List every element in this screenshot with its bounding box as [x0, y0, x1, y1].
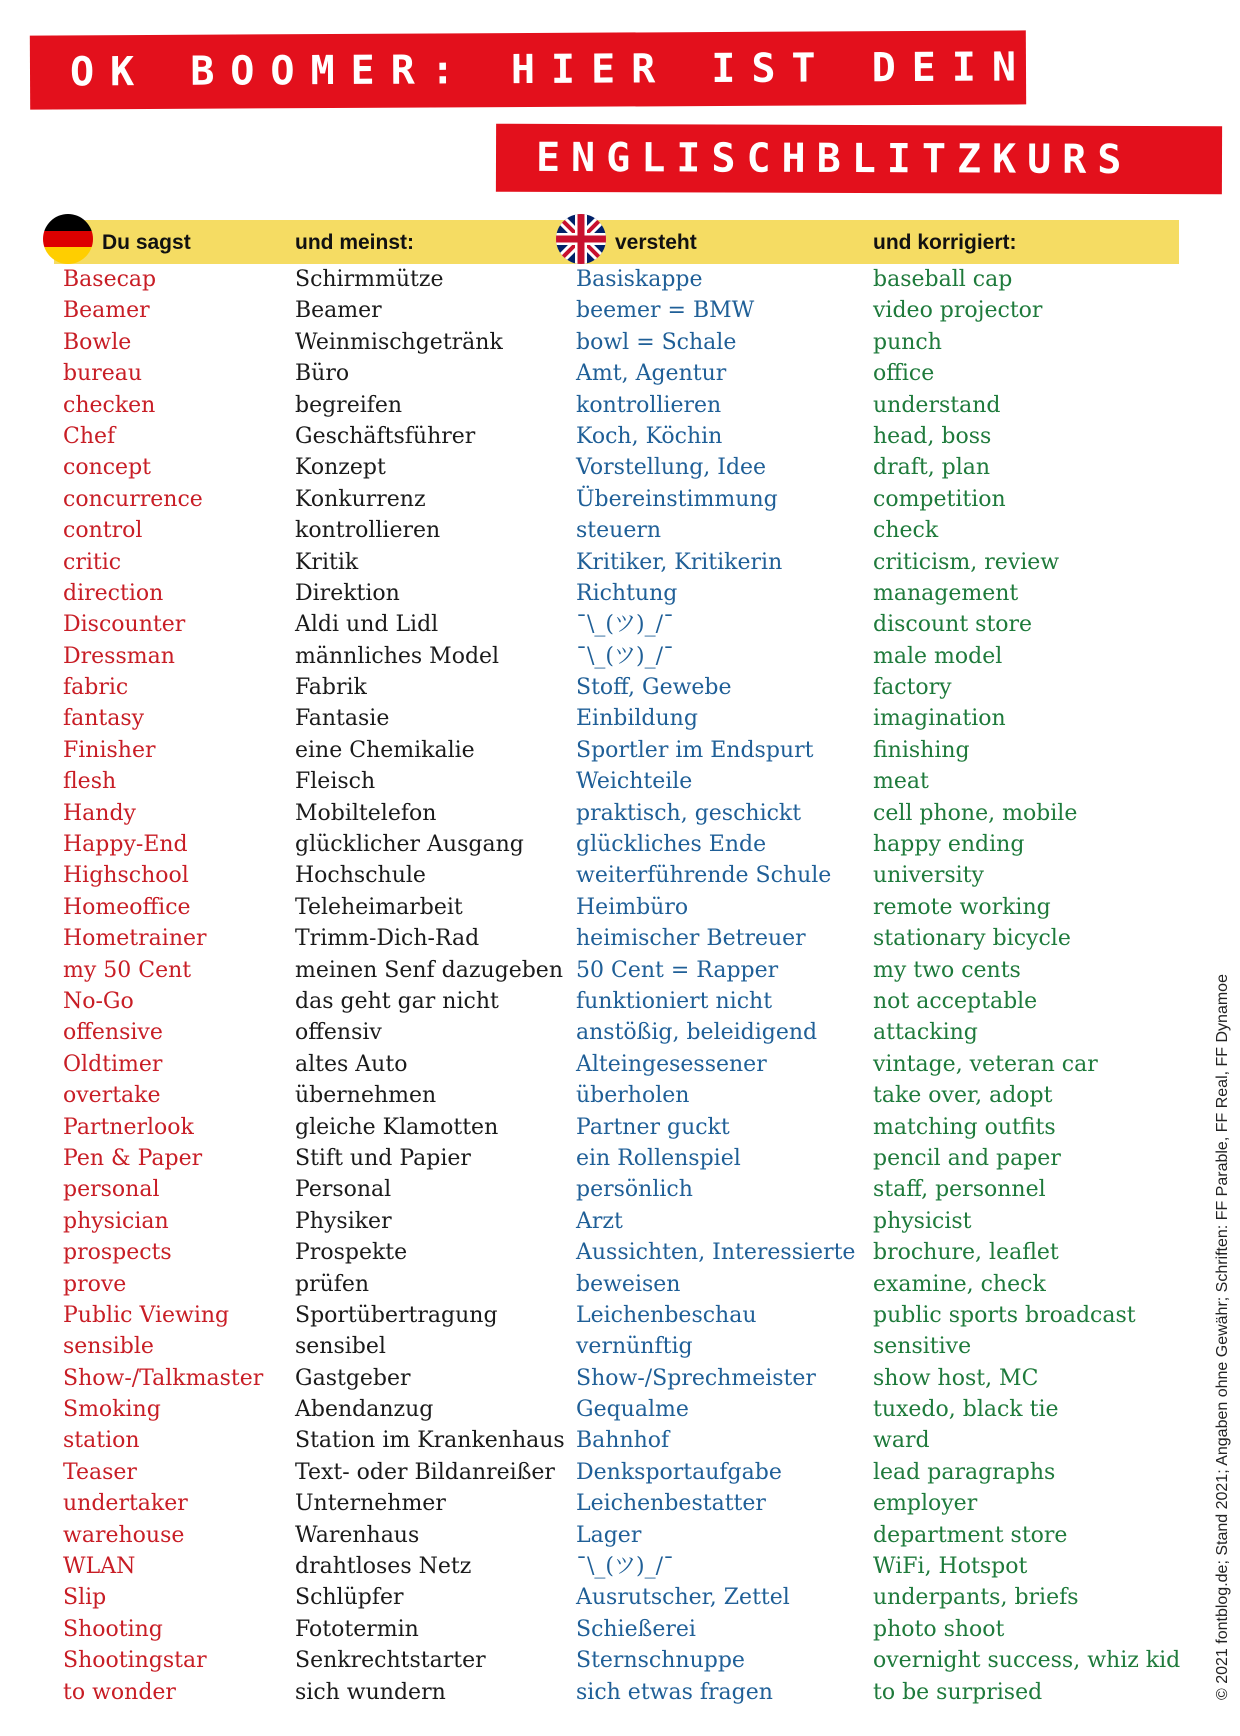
term-und-korrigiert: office	[873, 361, 935, 387]
term-und-meinst: sich wundern	[295, 1679, 446, 1705]
term-und-meinst: altes Auto	[295, 1051, 408, 1077]
term-und-korrigiert: check	[873, 518, 939, 544]
term-und-korrigiert: understand	[873, 392, 1001, 418]
table-row	[0, 672, 1240, 703]
table-row	[0, 766, 1240, 797]
term-und-korrigiert: employer	[873, 1491, 978, 1517]
term-und-meinst: offensiv	[295, 1020, 382, 1046]
term-und-meinst: Geschäftsführer	[295, 423, 476, 449]
term-du-sagst: Pen & Paper	[63, 1145, 203, 1171]
table-row	[0, 1174, 1240, 1205]
term-und-korrigiert: brochure, leaflet	[873, 1240, 1059, 1266]
term-und-korrigiert: tuxedo, black tie	[873, 1397, 1059, 1423]
term-du-sagst: concurrence	[63, 486, 203, 512]
term-versteht: Koch, Köchin	[576, 423, 723, 449]
term-und-meinst: prüfen	[295, 1271, 370, 1297]
table-row	[0, 390, 1240, 421]
term-und-meinst: Weinmischgetränk	[295, 329, 503, 355]
term-du-sagst: Discounter	[63, 612, 186, 638]
term-du-sagst: Finisher	[63, 737, 156, 763]
term-du-sagst: Shooting	[63, 1616, 163, 1642]
term-und-meinst: sensibel	[295, 1334, 386, 1360]
term-du-sagst: flesh	[63, 769, 117, 795]
term-und-meinst: kontrollieren	[295, 518, 441, 544]
table-row	[0, 641, 1240, 672]
term-und-korrigiert: male model	[873, 643, 1003, 669]
term-und-korrigiert: overnight success, whiz kid	[873, 1648, 1181, 1674]
table-row	[0, 1080, 1240, 1111]
term-du-sagst: prospects	[63, 1240, 172, 1266]
title-banner-line-2	[496, 124, 1222, 195]
term-und-korrigiert: head, boss	[873, 423, 992, 449]
table-row	[0, 421, 1240, 452]
term-und-korrigiert: happy ending	[873, 832, 1025, 858]
term-und-korrigiert: university	[873, 863, 984, 889]
table-row	[0, 578, 1240, 609]
term-und-meinst: Fototermin	[295, 1616, 419, 1642]
term-und-korrigiert: matching outfits	[873, 1114, 1056, 1140]
term-du-sagst: Public Viewing	[63, 1302, 230, 1328]
table-row	[0, 1363, 1240, 1394]
term-du-sagst: fantasy	[63, 706, 145, 732]
term-versteht: Lager	[576, 1522, 642, 1548]
title-line-1: OK BOOMER: HIER IST DEIN	[69, 44, 1033, 96]
term-versteht: Basiskappe	[576, 267, 703, 292]
term-und-meinst: Schlüpfer	[295, 1585, 404, 1611]
term-und-korrigiert: cell phone, mobile	[873, 800, 1078, 826]
term-versteht: Arzt	[576, 1208, 623, 1234]
term-und-meinst: gleiche Klamotten	[295, 1114, 499, 1140]
term-und-meinst: Gastgeber	[295, 1365, 411, 1391]
term-versteht: Stoff, Gewebe	[576, 675, 732, 701]
term-versteht: Übereinstimmung	[576, 486, 778, 512]
term-versteht: kontrollieren	[576, 392, 722, 418]
term-versteht: ¯\_(ツ)_/¯	[576, 643, 674, 669]
term-versteht: glückliches Ende	[576, 832, 767, 858]
term-und-korrigiert: management	[873, 580, 1019, 606]
term-du-sagst: bureau	[63, 361, 143, 387]
term-und-korrigiert: examine, check	[873, 1271, 1046, 1297]
term-du-sagst: checken	[63, 392, 156, 418]
table-row	[0, 1394, 1240, 1425]
table-row	[0, 1677, 1240, 1708]
term-und-korrigiert: ward	[873, 1428, 930, 1454]
term-du-sagst: sensible	[63, 1334, 154, 1360]
term-versteht: Ausrutscher, Zettel	[576, 1585, 790, 1611]
table-row	[0, 609, 1240, 640]
term-versteht: ¯\_(ツ)_/¯	[576, 1554, 674, 1580]
term-und-meinst: eine Chemikalie	[295, 737, 475, 763]
term-und-meinst: glücklicher Ausgang	[295, 832, 524, 858]
table-row	[0, 1112, 1240, 1143]
term-versteht: Richtung	[576, 580, 678, 606]
term-du-sagst: Show-/Talkmaster	[63, 1365, 264, 1391]
copyright-credit: © 2021 fontblog.de; Stand 2021; Angaben ohne Gewähr; Schriften: FF Parable, FF Real, FF Dynamoe	[1214, 974, 1231, 1700]
table-row	[0, 892, 1240, 923]
term-versteht: Einbildung	[576, 706, 698, 732]
term-und-meinst: Konzept	[295, 455, 386, 481]
term-und-meinst: das geht gar nicht	[295, 988, 499, 1014]
table-row	[0, 703, 1240, 734]
term-du-sagst: concept	[63, 455, 151, 481]
table-row	[0, 1645, 1240, 1676]
term-du-sagst: WLAN	[63, 1554, 136, 1580]
term-du-sagst: to wonder	[63, 1679, 176, 1705]
term-und-korrigiert: criticism, review	[873, 549, 1060, 575]
term-und-meinst: Büro	[295, 361, 350, 387]
table-row	[0, 484, 1240, 515]
term-du-sagst: Smoking	[63, 1397, 161, 1423]
term-du-sagst: Chef	[63, 423, 116, 449]
term-und-meinst: Physiker	[295, 1208, 392, 1234]
term-du-sagst: Teaser	[63, 1459, 137, 1485]
table-row	[0, 860, 1240, 891]
term-und-meinst: Direktion	[295, 580, 400, 606]
term-und-korrigiert: WiFi, Hotspot	[873, 1554, 1028, 1580]
title-line-2: ENGLISCHBLITZKURS	[535, 134, 1133, 183]
term-du-sagst: control	[63, 518, 143, 544]
header-und-korrigiert: und korrigiert:	[873, 231, 1017, 254]
term-und-korrigiert: to be surprised	[873, 1679, 1043, 1705]
term-und-korrigiert: pencil and paper	[873, 1145, 1061, 1171]
term-und-meinst: Fabrik	[295, 675, 367, 701]
term-du-sagst: Handy	[63, 800, 136, 826]
term-du-sagst: undertaker	[63, 1491, 188, 1517]
term-und-korrigiert: show host, MC	[873, 1365, 1039, 1391]
term-und-meinst: Aldi und Lidl	[295, 612, 439, 638]
term-versteht: Amt, Agentur	[576, 361, 727, 387]
term-versteht: bowl = Schale	[576, 329, 737, 355]
table-row	[0, 829, 1240, 860]
term-versteht: Leichenbeschau	[576, 1302, 757, 1328]
term-und-meinst: begreifen	[295, 392, 403, 418]
term-und-korrigiert: video projector	[873, 298, 1043, 324]
table-row	[0, 1017, 1240, 1048]
term-und-korrigiert: photo shoot	[873, 1616, 1005, 1642]
table-row	[0, 1457, 1240, 1488]
header-du-sagst: Du sagst	[102, 231, 191, 254]
term-und-meinst: Unternehmer	[295, 1491, 446, 1517]
term-du-sagst: Slip	[63, 1585, 107, 1611]
term-und-korrigiert: baseball cap	[873, 267, 1013, 292]
term-und-meinst: Warenhaus	[295, 1522, 420, 1548]
term-und-korrigiert: competition	[873, 486, 1006, 512]
term-du-sagst: physician	[63, 1208, 169, 1234]
term-du-sagst: critic	[63, 549, 122, 575]
term-versteht: ¯\_(ツ)_/¯	[576, 612, 674, 638]
term-und-korrigiert: underpants, briefs	[873, 1585, 1079, 1611]
table-row	[0, 264, 1240, 295]
table-row	[0, 358, 1240, 389]
term-und-meinst: Personal	[295, 1177, 392, 1203]
table-row	[0, 955, 1240, 986]
term-und-korrigiert: imagination	[873, 706, 1006, 732]
table-row	[0, 986, 1240, 1017]
term-versteht: überholen	[576, 1083, 690, 1109]
term-versteht: beemer = BMW	[576, 298, 755, 324]
term-versteht: heimischer Betreuer	[576, 926, 806, 952]
table-row	[0, 1300, 1240, 1331]
term-und-korrigiert: department store	[873, 1522, 1068, 1548]
term-und-korrigiert: meat	[873, 769, 929, 795]
term-versteht: Sportler im Endspurt	[576, 737, 814, 763]
term-versteht: vernünftig	[576, 1334, 693, 1360]
term-du-sagst: prove	[63, 1271, 127, 1297]
term-versteht: Show-/Sprechmeister	[576, 1365, 816, 1391]
term-und-korrigiert: factory	[873, 675, 952, 701]
term-versteht: Denksportaufgabe	[576, 1459, 782, 1485]
table-row	[0, 515, 1240, 546]
term-und-meinst: Trimm-Dich-Rad	[295, 926, 480, 952]
term-und-korrigiert: public sports broadcast	[873, 1302, 1136, 1328]
term-und-meinst: Text- oder Bildanreißer	[295, 1459, 555, 1485]
table-row	[0, 1551, 1240, 1582]
term-und-meinst: übernehmen	[295, 1083, 437, 1109]
term-und-meinst: Teleheimarbeit	[295, 894, 463, 920]
term-und-korrigiert: discount store	[873, 612, 1033, 638]
term-du-sagst: fabric	[63, 675, 129, 701]
header-versteht: versteht	[615, 231, 697, 254]
term-du-sagst: station	[63, 1428, 140, 1454]
table-row	[0, 923, 1240, 954]
term-und-korrigiert: take over, adopt	[873, 1083, 1053, 1109]
term-du-sagst: direction	[63, 580, 164, 606]
term-und-meinst: Beamer	[295, 298, 382, 324]
term-versteht: Weichteile	[576, 769, 693, 795]
term-versteht: Sternschnuppe	[576, 1648, 745, 1674]
table-row	[0, 547, 1240, 578]
term-versteht: Aussichten, Interessierte	[576, 1240, 856, 1266]
table-row	[0, 735, 1240, 766]
term-du-sagst: warehouse	[63, 1522, 185, 1548]
term-du-sagst: my 50 Cent	[63, 957, 192, 983]
term-und-korrigiert: not acceptable	[873, 988, 1038, 1014]
term-und-meinst: Hochschule	[295, 863, 426, 889]
term-versteht: Leichenbestatter	[576, 1491, 766, 1517]
term-und-korrigiert: my two cents	[873, 957, 1021, 983]
term-und-meinst: drahtloses Netz	[295, 1554, 472, 1580]
term-du-sagst: Oldtimer	[63, 1051, 163, 1077]
term-und-meinst: Mobiltelefon	[295, 800, 437, 826]
table-row	[0, 1143, 1240, 1174]
term-versteht: persönlich	[576, 1177, 693, 1203]
term-versteht: Bahnhof	[576, 1428, 670, 1454]
term-und-meinst: Kritik	[295, 549, 359, 575]
term-und-meinst: Stift und Papier	[295, 1145, 471, 1171]
term-und-meinst: Konkurrenz	[295, 486, 426, 512]
table-row	[0, 1206, 1240, 1237]
term-und-korrigiert: lead paragraphs	[873, 1459, 1056, 1485]
term-und-korrigiert: punch	[873, 329, 942, 355]
vocabulary-table	[0, 264, 1240, 1708]
term-und-korrigiert: remote working	[873, 894, 1051, 920]
term-und-meinst: Sportübertragung	[295, 1302, 498, 1328]
term-versteht: Alteingesessener	[576, 1051, 767, 1077]
term-versteht: Vorstellung, Idee	[576, 455, 767, 481]
term-und-korrigiert: finishing	[873, 737, 970, 763]
term-du-sagst: Beamer	[63, 298, 150, 324]
term-du-sagst: Bowle	[63, 329, 132, 355]
term-du-sagst: Shootingstar	[63, 1648, 207, 1674]
table-row	[0, 1614, 1240, 1645]
table-row	[0, 452, 1240, 483]
term-und-korrigiert: draft, plan	[873, 455, 991, 481]
term-versteht: 50 Cent = Rapper	[576, 957, 779, 983]
term-du-sagst: Partnerlook	[63, 1114, 194, 1140]
table-row	[0, 1488, 1240, 1519]
term-und-meinst: Schirmmütze	[295, 267, 444, 292]
table-row	[0, 295, 1240, 326]
table-row	[0, 1049, 1240, 1080]
term-und-meinst: Abendanzug	[295, 1397, 434, 1423]
term-und-meinst: männliches Model	[295, 643, 500, 669]
term-versteht: weiterführende Schule	[576, 863, 832, 889]
term-und-korrigiert: vintage, veteran car	[873, 1051, 1098, 1077]
term-und-meinst: meinen Senf dazugeben	[295, 957, 563, 983]
header-und-meinst: und meinst:	[295, 231, 414, 254]
term-du-sagst: offensive	[63, 1020, 163, 1046]
table-row	[0, 1237, 1240, 1268]
term-versteht: Heimbüro	[576, 894, 689, 920]
term-versteht: sich etwas fragen	[576, 1679, 773, 1705]
table-row	[0, 1425, 1240, 1456]
term-und-meinst: Station im Krankenhaus	[295, 1428, 565, 1454]
german-flag-icon	[43, 214, 93, 264]
term-du-sagst: overtake	[63, 1083, 161, 1109]
term-du-sagst: Highschool	[63, 863, 189, 889]
table-row	[0, 1269, 1240, 1300]
term-versteht: Partner guckt	[576, 1114, 730, 1140]
uk-flag-icon	[556, 214, 606, 264]
table-row	[0, 327, 1240, 358]
term-und-meinst: Fleisch	[295, 769, 376, 795]
term-du-sagst: Hometrainer	[63, 926, 207, 952]
term-und-korrigiert: stationary bicycle	[873, 926, 1071, 952]
term-und-meinst: Fantasie	[295, 706, 390, 732]
term-du-sagst: No-Go	[63, 988, 134, 1014]
table-row	[0, 1520, 1240, 1551]
term-versteht: praktisch, geschickt	[576, 800, 802, 826]
term-und-korrigiert: attacking	[873, 1020, 978, 1046]
term-versteht: Kritiker, Kritikerin	[576, 549, 783, 575]
term-du-sagst: personal	[63, 1177, 160, 1203]
title-banner-line-1	[30, 30, 1033, 109]
term-und-meinst: Prospekte	[295, 1240, 408, 1266]
term-du-sagst: Basecap	[63, 267, 157, 292]
term-versteht: Gequalme	[576, 1397, 689, 1423]
term-versteht: funktioniert nicht	[576, 988, 773, 1014]
table-row	[0, 1331, 1240, 1362]
term-versteht: steuern	[576, 518, 662, 544]
term-du-sagst: Dressman	[63, 643, 175, 669]
term-versteht: anstößig, beleidigend	[576, 1020, 818, 1046]
term-du-sagst: Happy-End	[63, 832, 188, 858]
term-versteht: beweisen	[576, 1271, 681, 1297]
term-versteht: ein Rollenspiel	[576, 1145, 741, 1171]
term-und-korrigiert: staff, personnel	[873, 1177, 1046, 1203]
term-und-korrigiert: sensitive	[873, 1334, 972, 1360]
term-und-korrigiert: physicist	[873, 1208, 972, 1234]
table-row	[0, 1582, 1240, 1613]
table-row	[0, 798, 1240, 829]
term-du-sagst: Homeoffice	[63, 894, 191, 920]
term-und-meinst: Senkrechtstarter	[295, 1648, 486, 1674]
term-versteht: Schießerei	[576, 1616, 696, 1642]
